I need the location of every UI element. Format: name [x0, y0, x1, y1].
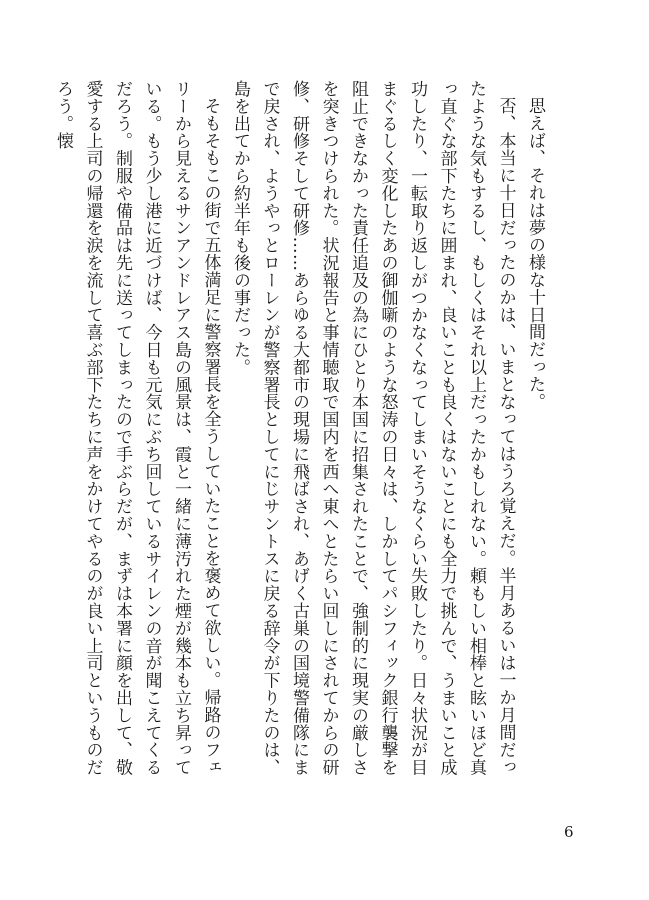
- paragraph: そもそもこの街で五体満足に警察署長を全うしていたことを褒めて欲しい。帰路のフェリーから見えるサンアンドレアス島の風景は、霞と一緒に薄汚れた煙が幾本も立ち昇っている。もう少し港に近づけば、今日も元気にぶち回しているサイレンの音が聞こえてくるだろう。制服や備品は先に送ってしまったので手ぶらだが、まずは本署に顔を出して、敬愛する上司の帰還を涙を流して喜ぶ部下たちに声をかけてやるのが良い上司というものだろう。懐: [53, 80, 221, 776]
- page-number: 6: [564, 823, 574, 841]
- paragraph: 否、本当に十日だったのかは、いまとなってはうろ覚えだ。半月あるいは一か月間だったような気もするし、もしくはそれ以上だったかもしれない。頼もしい相棒と眩いほど真っ直ぐな部下たちに囲まれ、良いことも良くはないことにも全力で挑んで、うまいこと成功したり、一転取り返しがつかなくなってしまいそうなくらい失敗したり。日々状況が目まぐるしく変化したあの御伽噺のような怒涛の日々は、しかしてパシフィック銀行襲撃を阻止できなかった責任追及の為にひとり本国に招集されたことで、強制的に現実の厳しさを突きつけられた。状況報告と事情聴取で国内を西へ東へとたらい回しにされてからの研修、研修そして研修……あらゆる大都市の現場に飛ばされ、あげく古巣の国境警備隊にまで戻され、ようやっとローレンが警察署長としてにじサントスに戻る辞令が下りたのは、島を出てから約半年も後の事だった。: [230, 80, 516, 776]
- paragraph: 思えば、それは夢の様な十日間だった。: [525, 97, 545, 411]
- vertical-text-body: [53, 80, 549, 780]
